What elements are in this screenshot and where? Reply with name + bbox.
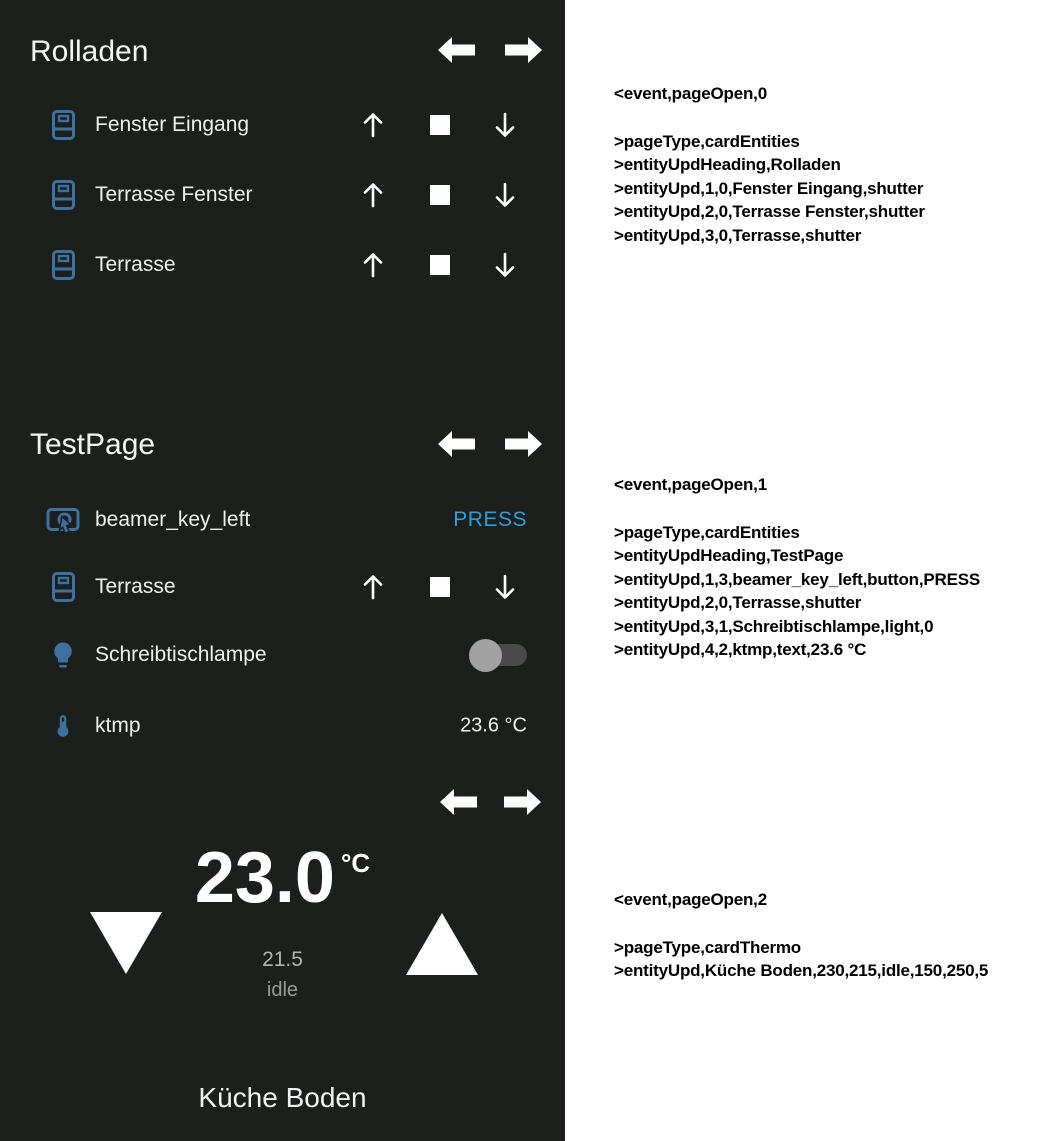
entity-row	[0, 485, 565, 555]
protocol-block	[614, 473, 980, 662]
protocol-block	[614, 82, 925, 247]
toggle-knob	[469, 639, 502, 672]
arrow-left-icon	[440, 805, 477, 820]
entity-row	[0, 90, 565, 160]
blank-line	[614, 106, 925, 130]
light-toggle[interactable]	[478, 644, 527, 666]
nav-right-button[interactable]	[504, 787, 541, 817]
arrow-right-icon	[505, 53, 542, 68]
entity-label: Schreibtischlampe	[95, 643, 267, 666]
shutter-up-button[interactable]	[360, 181, 386, 209]
entity-label: Terrasse	[95, 575, 176, 598]
window-shutter-icon	[42, 566, 84, 608]
press-button[interactable]: PRESS	[453, 508, 527, 531]
protocol-event-line: <event,pageOpen,2	[614, 890, 767, 909]
protocol-line: >entityUpd,1,3,beamer_key_left,button,PRESS	[614, 569, 980, 589]
entity-row	[0, 691, 565, 761]
window-shutter-icon	[42, 244, 84, 286]
shutter-down-button[interactable]	[492, 181, 518, 209]
nav-right-button[interactable]	[505, 429, 542, 459]
stop-square-icon	[430, 255, 450, 275]
protocol-line: >entityUpd,2,0,Terrasse Fenster,shutter	[614, 202, 925, 221]
entity-label: ktmp	[95, 714, 141, 737]
protocol-line: >entityUpd,1,0,Fenster Eingang,shutter	[614, 178, 924, 198]
hvac-state: idle	[266, 979, 299, 1001]
nav-left-button[interactable]	[440, 787, 477, 817]
protocol-line: >pageType,cardEntities	[614, 522, 800, 542]
target-temperature: 21.5	[262, 948, 303, 971]
entity-row	[0, 160, 565, 230]
nav-right-button[interactable]	[505, 35, 542, 65]
shutter-down-button[interactable]	[492, 573, 518, 601]
lightbulb-icon	[42, 634, 84, 676]
shutter-down-button[interactable]	[492, 251, 518, 279]
entity-label: beamer_key_left	[95, 508, 251, 531]
entity-label: Terrasse	[95, 253, 176, 276]
thermometer-icon	[42, 705, 84, 747]
stop-square-icon	[430, 115, 450, 135]
shutter-stop-button[interactable]	[429, 254, 451, 276]
protocol-line: >entityUpd,3,0,Terrasse,shutter	[614, 225, 862, 245]
blank-line	[614, 497, 980, 521]
gesture-tap-button-icon	[42, 499, 84, 541]
window-shutter-icon	[42, 174, 84, 216]
window-shutter-icon	[42, 104, 84, 146]
entity-row	[0, 230, 565, 300]
protocol-line: >pageType,cardEntities	[614, 131, 800, 151]
protocol-line: >entityUpd,4,2,ktmp,text,23.6 °C	[614, 640, 867, 659]
page-title: Rolladen	[30, 35, 149, 68]
protocol-line: >entityUpd,2,0,Terrasse,shutter	[614, 593, 862, 612]
protocol-block	[614, 888, 988, 983]
arrow-right-icon	[505, 447, 542, 462]
protocol-line: >entityUpdHeading,Rolladen	[614, 155, 841, 174]
entity-row	[0, 620, 565, 690]
protocol-line: >pageType,cardThermo	[614, 937, 801, 957]
current-temperature-value: 23.0	[194, 838, 335, 918]
protocol-line: >entityUpd,3,1,Schreibtischlampe,light,0	[614, 616, 934, 636]
entity-label: Fenster Eingang	[95, 113, 250, 136]
shutter-stop-button[interactable]	[429, 114, 451, 136]
arrow-left-icon	[438, 53, 475, 68]
nav-left-button[interactable]	[438, 35, 475, 65]
arrow-right-icon	[504, 805, 541, 820]
temperature-unit: °C	[340, 848, 371, 878]
arrow-left-icon	[438, 447, 475, 462]
shutter-stop-button[interactable]	[429, 184, 451, 206]
stop-square-icon	[430, 185, 450, 205]
shutter-stop-button[interactable]	[429, 576, 451, 598]
nav-left-button[interactable]	[438, 429, 475, 459]
shutter-down-button[interactable]	[492, 111, 518, 139]
entity-label: Terrasse Fenster	[95, 183, 253, 206]
protocol-event-line: <event,pageOpen,0	[614, 84, 767, 103]
sensor-value: 23.6 °C	[460, 714, 527, 737]
shutter-up-button[interactable]	[360, 111, 386, 139]
current-temperature	[0, 838, 565, 918]
stop-square-icon	[430, 577, 450, 597]
protocol-line: >entityUpdHeading,TestPage	[614, 546, 844, 565]
entity-row	[0, 552, 565, 622]
protocol-line: >entityUpd,Küche Boden,230,215,idle,150,250,5	[614, 961, 989, 980]
thermostat-title: Küche Boden	[198, 1082, 367, 1113]
shutter-up-button[interactable]	[360, 251, 386, 279]
blank-line	[614, 912, 988, 936]
shutter-up-button[interactable]	[360, 573, 386, 601]
page-title: TestPage	[30, 428, 156, 461]
protocol-event-line: <event,pageOpen,1	[614, 475, 767, 494]
